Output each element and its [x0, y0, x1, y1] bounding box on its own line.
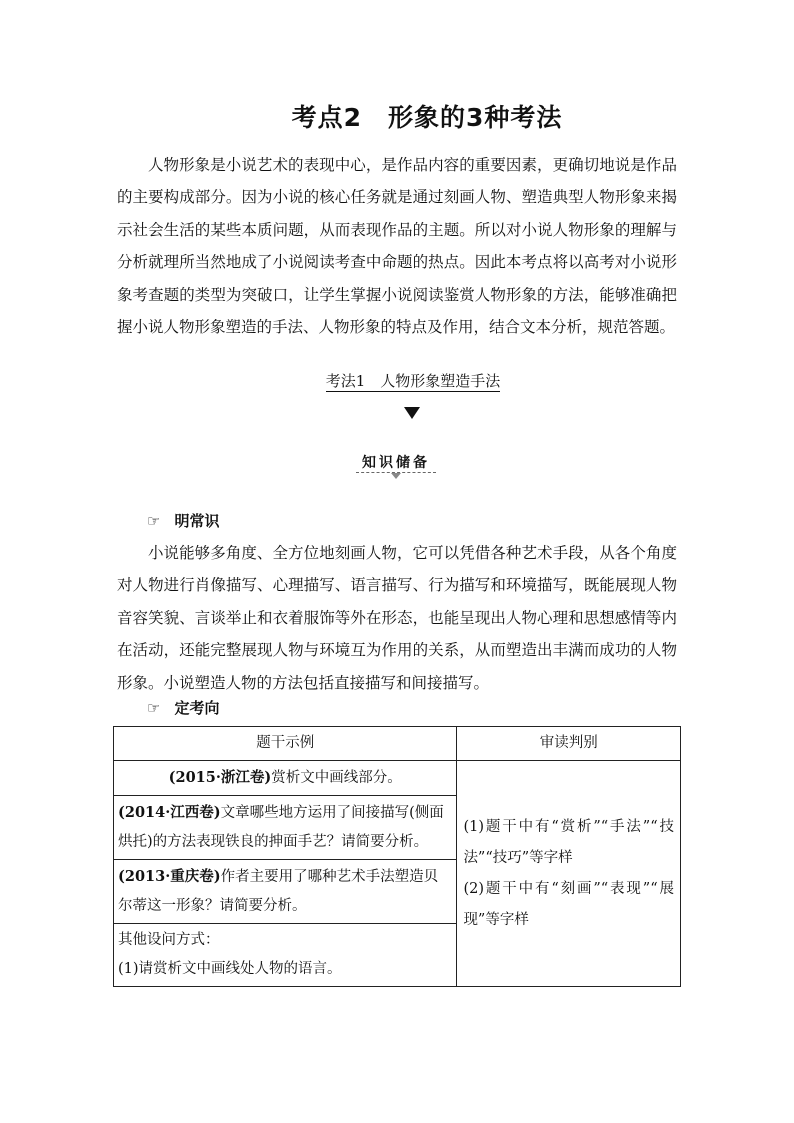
- judgement-item: (2)题干中有“刻画”“表现”“展现”等字样: [463, 880, 674, 928]
- intro-paragraph: 人物形象是小说艺术的表现中心，是作品内容的重要因素，更确切地说是作品的主要构成部分。因为小说的核心任务就是通过刻画人物、塑造典型人物形象来揭示社会生活的某些本质问题，从而表现作品的主题。所以对小说人物形象的理解与分析就理所当然地成了小说阅读考查中命题的热点。因此本考点将以高考对小说形象考查题的类型为突破口，让学生掌握小说阅读鉴赏人物形象的方法，能够准确把握小说人物形象塑造的手法、人物形象的特点及作用，结合文本分析，规范答题。: [117, 156, 677, 337]
- exam-source: (2015·浙江卷): [168, 769, 272, 786]
- table-header-cell: 题干示例: [114, 727, 457, 761]
- method-heading: [0, 370, 794, 391]
- page-title: 考点2 形象的3种考法: [291, 103, 563, 132]
- down-triangle-icon: [404, 407, 420, 419]
- table-cell-example: [114, 796, 457, 860]
- knowledge-arrow-icon: [391, 473, 401, 479]
- section-heading-common-sense: [147, 510, 219, 531]
- knowledge-label: 知识储备: [362, 455, 430, 471]
- method-heading-text: 考法1 人物形象塑造手法: [325, 372, 501, 390]
- exam-source: (2013·重庆卷): [118, 868, 221, 885]
- table-cell-judgement: [457, 761, 681, 987]
- table-cell-example: [114, 860, 457, 924]
- table-cell-example: [114, 924, 457, 987]
- other-question-item: (1)请赏析文中画线处人物的语言。: [118, 961, 342, 977]
- section-heading-exam-direction: [147, 697, 219, 718]
- table-cell-example: [114, 761, 457, 796]
- pointing-hand-icon: ☞: [147, 511, 161, 530]
- other-question-label: 其他设问方式：: [118, 932, 220, 948]
- table-header-row: [114, 727, 681, 761]
- exam-source: (2014·江西卷): [118, 804, 221, 821]
- exam-question: 作者主要用了哪种艺术手法塑造贝尔蒂这一形象？请简要分析。: [118, 869, 439, 914]
- table-header-cell: 审读判别: [457, 727, 681, 761]
- table-row: [114, 761, 681, 796]
- exam-question: 文章哪些地方运用了间接描写(侧面烘托)的方法表现铁良的抻面手艺？请简要分析。: [118, 805, 444, 850]
- judgement-item: (1)题干中有“赏析”“手法”“技法”“技巧”等字样: [463, 818, 674, 866]
- common-sense-paragraph: 小说能够多角度、全方位地刻画人物，它可以凭借各种艺术手段，从各个角度对人物进行肖像描写、心理描写、语言描写、行为描写和环境描写，既能展现人物音容笑貌、言谈举止和衣着服饰等外在形态，也能呈现出人物心理和思想感情等内在活动，还能完整展现人物与环境互为作用的关系，从而塑造出丰满而成功的人物形象。小说塑造人物的方法包括直接描写和间接描写。: [117, 544, 677, 692]
- section-heading-text: 定考向: [174, 699, 220, 717]
- pointing-hand-icon: ☞: [147, 698, 161, 717]
- exam-question: 赏析文中画线部分。: [271, 770, 402, 786]
- section-heading-text: 明常识: [174, 512, 220, 530]
- exam-table: [113, 726, 681, 987]
